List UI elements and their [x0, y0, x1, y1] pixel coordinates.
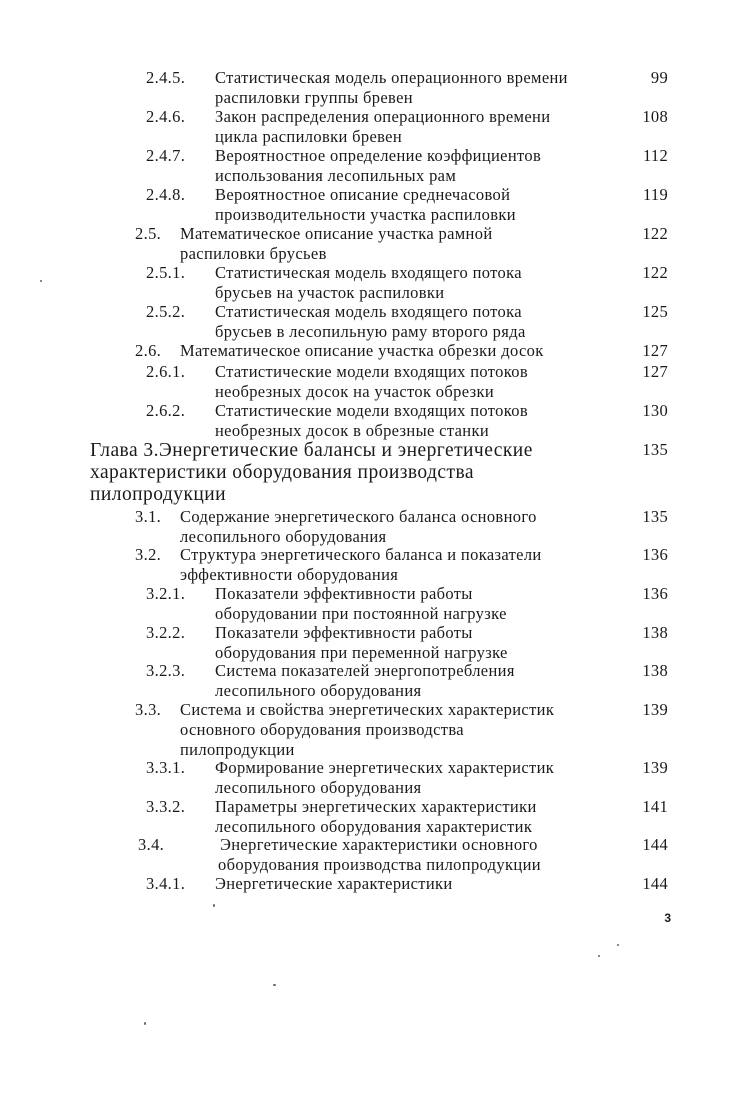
toc-entry-title: Математическое описание участка обрезки досок — [180, 341, 544, 360]
toc-entry-title: лесопильного оборудования — [180, 527, 387, 546]
toc-entry-page: 136 — [642, 545, 668, 564]
toc-entry-page: 144 — [642, 835, 668, 854]
toc-entry-number: 2.4.8. — [146, 185, 186, 204]
toc-entry-page: 135 — [642, 507, 668, 526]
toc-entry-title: брусьев на участок распиловки — [215, 283, 445, 302]
toc-entry-number: 3.2.1. — [146, 584, 186, 603]
toc-entry-number: 3.2.3. — [146, 661, 186, 680]
toc-entry-title: пилопродукции — [180, 740, 295, 759]
toc-entry-number: 2.6.2. — [146, 401, 186, 420]
toc-entry-number: 2.5.2. — [146, 302, 186, 321]
scan-speck — [40, 280, 42, 282]
toc-entry-title: распиловки группы бревен — [215, 88, 413, 107]
chapter-title: Глава 3.Энергетические балансы и энергетические — [90, 440, 533, 461]
toc-entry-page: 138 — [642, 623, 668, 642]
toc-entry-number: 3.1. — [135, 507, 162, 526]
toc-entry-number: 3.2.2. — [146, 623, 186, 642]
toc-entry-title: Статистическая модель операционного времени — [215, 68, 568, 87]
toc-entry-page: 127 — [642, 341, 668, 360]
toc-entry-number: 3.2. — [135, 545, 162, 564]
toc-entry-title: эффективности оборудования — [180, 565, 399, 584]
scan-speck — [144, 1022, 146, 1025]
toc-entry-page: 112 — [642, 146, 668, 165]
toc-entry-title: Математическое описание участка рамной — [180, 224, 493, 243]
toc-entry-number: 3.3.1. — [146, 758, 186, 777]
toc-entry-number: 2.5. — [135, 224, 162, 243]
toc-entry-title: Параметры энергетических характеристики — [215, 797, 537, 816]
toc-entry-page: 122 — [642, 263, 668, 282]
toc-entry-title: Содержание энергетического баланса основного — [180, 507, 537, 526]
toc-entry-page: 144 — [642, 874, 668, 893]
toc-entry-number: 3.4. — [138, 835, 165, 854]
toc-entry-number: 3.3.2. — [146, 797, 186, 816]
toc-entry-title: Статистические модели входящих потоков — [215, 362, 528, 381]
toc-entry-number: 3.4.1. — [146, 874, 186, 893]
toc-entry-title: лесопильного оборудования — [215, 778, 422, 797]
toc-entry-title: цикла распиловки бревен — [215, 127, 403, 146]
page-number: 3 — [664, 911, 671, 925]
toc-entry-title: производительности участка распиловки — [215, 205, 516, 224]
toc-entry-page: 136 — [642, 584, 668, 603]
toc-entry-number: 2.4.5. — [146, 68, 186, 87]
toc-entry-title: лесопильного оборудования — [215, 681, 422, 700]
toc-entry-number: 3.3. — [135, 700, 162, 719]
toc-entry-page: 99 — [650, 68, 668, 87]
toc-entry-title: оборудования производства пилопродукции — [218, 855, 541, 874]
toc-entry-number: 2.5.1. — [146, 263, 186, 282]
toc-entry-title: Формирование энергетических характеристик — [215, 758, 555, 777]
scan-speck — [617, 944, 619, 946]
toc-entry-page: 130 — [642, 401, 668, 420]
toc-entry-title: необрезных досок на участок обрезки — [215, 382, 495, 401]
toc-entry-title: Система и свойства энергетических характеристик — [180, 700, 555, 719]
toc-entry-title: Вероятностное определение коэффициентов — [215, 146, 542, 165]
toc-entry-title: основного оборудования производства — [180, 720, 464, 739]
toc-entry-title: Показатели эффективности работы — [215, 623, 473, 642]
toc-entry-title: оборудования при переменной нагрузке — [215, 643, 508, 662]
toc-entry-page: 139 — [642, 700, 668, 719]
toc-entry-number: 2.6.1. — [146, 362, 186, 381]
toc-entry-page: 135 — [642, 440, 668, 459]
toc-entry-title: Статистические модели входящих потоков — [215, 401, 528, 420]
toc-entry-title: оборудовании при постоянной нагрузке — [215, 604, 507, 623]
toc-entry-number: 2.6. — [135, 341, 162, 360]
toc-entry-page: 138 — [642, 661, 668, 680]
toc-entry-title: Статистическая модель входящего потока — [215, 302, 522, 321]
chapter-title: пилопродукции — [90, 484, 227, 505]
toc-entry-page: 139 — [642, 758, 668, 777]
scan-speck — [598, 955, 600, 957]
toc-entry-page: 108 — [642, 107, 668, 126]
toc-entry-title: Статистическая модель входящего потока — [215, 263, 522, 282]
toc-entry-title: Система показателей энергопотребления — [215, 661, 515, 680]
scan-speck — [213, 904, 215, 907]
toc-entry-title: Энергетические характеристики — [215, 874, 453, 893]
toc-entry-title: Структура энергетического баланса и показатели — [180, 545, 542, 564]
toc-entry-title: Показатели эффективности работы — [215, 584, 473, 603]
toc-entry-title: Закон распределения операционного времени — [215, 107, 551, 126]
toc-entry-page: 141 — [642, 797, 668, 816]
toc-entry-page: 127 — [642, 362, 668, 381]
toc-entry-title: распиловки брусьев — [180, 244, 327, 263]
toc-entry-title: Энергетические характеристики основного — [220, 835, 538, 854]
chapter-title: характеристики оборудования производства — [90, 462, 474, 483]
toc-entry-title: использования лесопильных рам — [215, 166, 457, 185]
toc-entry-title: необрезных досок в обрезные станки — [215, 421, 490, 440]
toc-entry-number: 2.4.6. — [146, 107, 186, 126]
toc-entry-title: Вероятностное описание среднечасовой — [215, 185, 511, 204]
toc-entry-page: 125 — [642, 302, 668, 321]
toc-entry-title: брусьев в лесопильную раму второго ряда — [215, 322, 526, 341]
toc-entry-page: 122 — [642, 224, 668, 243]
toc-entry-title: лесопильного оборудования характеристик — [215, 817, 533, 836]
scan-speck — [273, 984, 276, 986]
toc-entry-page: 119 — [642, 185, 668, 204]
toc-entry-number: 2.4.7. — [146, 146, 186, 165]
